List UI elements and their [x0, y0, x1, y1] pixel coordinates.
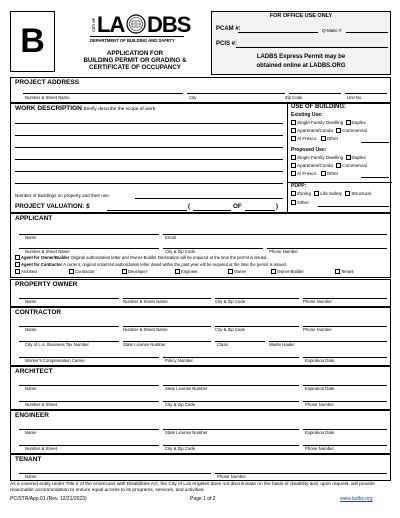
- agent-contractor-text: A current, original notarized authorization letter dated within the past year will be required at the time the permit is issued.: [63, 262, 288, 267]
- role-developer-checkbox[interactable]: [122, 269, 127, 274]
- proposed-apartment-label: Apartment/Condo: [297, 163, 334, 169]
- address-street-field[interactable]: [23, 93, 183, 94]
- buildings-label: Number of Buildings on property and their use:: [15, 193, 110, 198]
- proposed-alfresco-checkbox[interactable]: [291, 171, 296, 176]
- pdpp-structural-checkbox[interactable]: [345, 191, 350, 196]
- qmatic-field[interactable]: [346, 32, 388, 33]
- contractor-class-label: Class: [217, 342, 228, 347]
- express-line-1: LADBS Express Permit may be: [256, 54, 346, 60]
- proposed-duplex-checkbox[interactable]: [346, 155, 351, 160]
- applicant-city-label: City & Zip Code: [165, 249, 196, 254]
- existing-single-label: Single Family Dwelling: [297, 120, 344, 126]
- pcam-field[interactable]: [238, 32, 318, 33]
- engineer-name-label: Name: [25, 430, 37, 435]
- buildings-field[interactable]: [135, 198, 283, 199]
- office-use-heading: FOR OFFICE USE ONLY: [269, 13, 333, 19]
- role-tenant-label: Tenant: [341, 269, 354, 274]
- project-address-section: [10, 77, 391, 103]
- tenant-name-label: Name: [25, 474, 37, 479]
- agent-owner-checkbox[interactable]: [15, 255, 20, 260]
- address-unit-label: Unit No: [347, 95, 362, 100]
- valuation-total-field[interactable]: [245, 210, 275, 211]
- existing-row-2: [291, 128, 367, 134]
- engineer-section: [10, 410, 391, 454]
- contractor-comp-label: Worker's Compensation Carrier: [25, 358, 85, 363]
- agent-contractor-checkbox[interactable]: [15, 262, 20, 267]
- proposed-commercial-checkbox[interactable]: [336, 163, 341, 168]
- applicant-section: [10, 213, 391, 278]
- role-owner-builder-checkbox[interactable]: [271, 269, 276, 274]
- project-address-heading: PROJECT ADDRESS: [15, 79, 80, 86]
- valuation-of: OF: [233, 203, 242, 210]
- proposed-other-field[interactable]: [361, 177, 389, 178]
- applicant-name-label: Name: [25, 235, 37, 240]
- applicant-email-label: Email: [165, 235, 176, 240]
- work-line-1[interactable]: [15, 123, 283, 124]
- pdpp-zoning-checkbox[interactable]: [291, 191, 296, 196]
- pdpp-other-row: [291, 200, 310, 206]
- form-letter-box: [10, 11, 55, 72]
- logo-right: DBS: [147, 12, 191, 37]
- title-line-3: CERTIFICATE OF OCCUPANCY: [89, 64, 181, 71]
- applicant-name-field[interactable]: [19, 234, 159, 235]
- engineer-phone-label: Phone Number: [305, 446, 334, 451]
- existing-other-field[interactable]: [361, 142, 389, 143]
- form-letter: B: [20, 22, 45, 60]
- ada-notice: As a covered entity under Title II of the Americans with Disabilities Act, the City of Los Angeles does not discriminate on the basis of disability and, upon request, will provide reasonable accommodation to ensure equal access to its programs, services, and activities.: [10, 482, 375, 493]
- pdpp-zoning-label: Zoning: [297, 191, 312, 197]
- role-architect-label: Architect: [21, 269, 38, 274]
- existing-alfresco-checkbox[interactable]: [291, 136, 296, 141]
- tenant-phone-label: Phone Number: [217, 474, 246, 479]
- contractor-street-label: Number & Street Name: [123, 327, 168, 332]
- existing-other-label: Other: [326, 136, 339, 142]
- proposed-other-label: Other: [326, 171, 339, 177]
- engineer-name-field[interactable]: [19, 429, 159, 430]
- existing-apartment-label: Apartment/Condo: [297, 128, 334, 134]
- form-number: PC/STR/App.01 (Rev. 12/21/2023): [10, 496, 87, 502]
- valuation-paren-open: (: [188, 203, 191, 210]
- proposed-apartment-checkbox[interactable]: [291, 163, 296, 168]
- existing-row-1: [291, 120, 366, 126]
- address-zip-label: Zip Code: [285, 95, 303, 100]
- dept-name: DEPARTMENT OF BUILDING AND SAFETY: [90, 38, 175, 43]
- address-city-label: City: [189, 95, 197, 100]
- office-use-box: [211, 11, 391, 75]
- architect-phone-label: Phone Number: [305, 402, 334, 407]
- role-architect-checkbox[interactable]: [15, 269, 20, 274]
- proposed-alfresco-label: Al Fresco: [297, 171, 317, 177]
- tenant-heading: TENANT: [15, 456, 42, 463]
- role-developer-label: Developer: [128, 269, 148, 274]
- role-owner-checkbox[interactable]: [228, 269, 233, 274]
- architect-name-label: Name: [25, 386, 37, 391]
- contractor-license-label: State License Number: [123, 342, 166, 347]
- existing-other-checkbox[interactable]: [321, 136, 326, 141]
- role-owner: [228, 269, 271, 275]
- role-contractor: [69, 269, 122, 275]
- existing-alfresco-label: Al Fresco: [297, 136, 317, 142]
- architect-expiration-label: Expiration Date: [305, 386, 335, 391]
- role-owner-builder-label: Owner-Builder: [277, 269, 304, 274]
- role-engineer-label: Engineer: [181, 269, 198, 274]
- address-city-field[interactable]: [187, 93, 285, 94]
- use-heading: USE OF BUILDING:: [291, 104, 346, 111]
- existing-use-label: Existing Use:: [291, 112, 323, 119]
- role-contractor-checkbox[interactable]: [69, 269, 74, 274]
- owner-phone-label: Phone Number: [303, 299, 332, 304]
- contractor-policy-label: Policy Number: [165, 358, 193, 363]
- existing-commercial-label: Commercial: [342, 128, 367, 134]
- title-line-2: BUILDING PERMIT OR GRADING &: [83, 57, 187, 64]
- work-heading-row: [15, 105, 157, 113]
- proposed-single-label: Single Family Dwelling: [297, 155, 344, 161]
- logo-left: LA: [97, 12, 125, 37]
- agent-owner-text: Original authorization letter and Owner-Builder Declaration will be required at the time the permit is issued.: [70, 255, 268, 260]
- architect-city-label: City & Zip Code: [165, 402, 196, 407]
- valuation-page-field[interactable]: [193, 210, 231, 211]
- work-line-2[interactable]: [15, 135, 283, 136]
- agent-contractor-row: [15, 262, 287, 268]
- owner-name-label: Name: [25, 299, 37, 304]
- work-heading: WORK DESCRIPTION: [15, 105, 82, 112]
- engineer-heading: ENGINEER: [15, 412, 49, 419]
- express-line-2: obtained online at LADBS.ORG: [256, 63, 346, 69]
- existing-duplex-checkbox[interactable]: [346, 120, 351, 125]
- role-tenant: [335, 269, 354, 275]
- existing-single-checkbox[interactable]: [291, 120, 296, 125]
- pdpp-other-field[interactable]: [318, 206, 389, 207]
- work-line-5[interactable]: [15, 171, 283, 172]
- pdpp-other-label: Other:: [297, 200, 310, 206]
- contractor-hauler-label: Waste Hauler: [269, 342, 295, 347]
- pdpp-life-label: Life Safety: [320, 191, 343, 197]
- agent-owner-bold: Agent for Owner/Builder: [21, 255, 70, 260]
- architect-street-label: Number & Street: [25, 402, 58, 407]
- property-owner-section: [10, 279, 391, 307]
- address-unit-field[interactable]: [345, 93, 387, 94]
- application-title: [76, 50, 194, 71]
- ladbs-logo: [88, 12, 191, 46]
- work-line-3[interactable]: [15, 147, 283, 148]
- engineer-city-label: City & Zip Code: [165, 446, 196, 451]
- pdpp-other-checkbox[interactable]: [291, 200, 296, 205]
- proposed-commercial-label: Commercial: [342, 163, 367, 169]
- existing-row-3: [291, 136, 338, 142]
- existing-commercial-checkbox[interactable]: [336, 128, 341, 133]
- work-description-section: [10, 103, 391, 213]
- proposed-row-3: [291, 171, 338, 177]
- owner-city-label: City & Zip Code: [215, 299, 246, 304]
- proposed-other-checkbox[interactable]: [321, 171, 326, 176]
- pcis-label: PCIS #:: [216, 41, 238, 47]
- pdpp-structural-label: Structural: [351, 191, 371, 197]
- role-contractor-label: Contractor: [75, 269, 95, 274]
- valuation-label: PROJECT VALUATION: $: [15, 203, 90, 210]
- proposed-single-checkbox[interactable]: [291, 155, 296, 160]
- contractor-name-label: Name: [25, 327, 37, 332]
- architect-heading: ARCHITECT: [15, 368, 53, 375]
- title-line-1: APPLICATION FOR: [106, 50, 164, 57]
- architect-license-label: State License Number: [165, 386, 208, 391]
- owner-heading: PROPERTY OWNER: [15, 281, 78, 288]
- engineer-street-label: Number & Street: [25, 446, 58, 451]
- city-seal-icon: [126, 14, 146, 34]
- pdpp-life-checkbox[interactable]: [314, 191, 319, 196]
- address-zip-field[interactable]: [289, 93, 341, 94]
- architect-name-field[interactable]: [19, 385, 159, 386]
- proposed-duplex-label: Duplex: [351, 155, 366, 161]
- engineer-license-label: State License Number: [165, 430, 208, 435]
- role-owner-builder: [271, 269, 335, 275]
- role-architect: [15, 269, 69, 275]
- pcam-label: PCAM #:: [216, 26, 241, 32]
- role-engineer: [175, 269, 228, 275]
- agent-contractor-bold: Agent for Contractor: [21, 262, 63, 267]
- existing-apartment-checkbox[interactable]: [291, 128, 296, 133]
- tenant-name-field[interactable]: [19, 473, 211, 474]
- use-of-building-panel: [287, 103, 392, 213]
- qmatic-label: Q-Matic #: [322, 28, 342, 33]
- proposed-row-1: [291, 155, 366, 161]
- role-engineer-checkbox[interactable]: [175, 269, 180, 274]
- contractor-heading: CONTRACTOR: [15, 309, 62, 316]
- logo-rule: [90, 36, 184, 37]
- contractor-phone-label: Phone Number: [303, 327, 332, 332]
- logo-small-text: CITY OF: [92, 18, 96, 32]
- valuation-paren-close: ): [276, 203, 279, 210]
- applicant-email-field[interactable]: [163, 234, 387, 235]
- architect-section: [10, 366, 391, 410]
- existing-duplex-label: Duplex: [351, 120, 366, 126]
- pdpp-row: [291, 191, 371, 197]
- work-line-6[interactable]: [15, 183, 283, 184]
- applicant-heading: APPLICANT: [15, 215, 53, 222]
- agent-owner-row: [15, 255, 268, 261]
- pcis-field[interactable]: [236, 47, 388, 48]
- contractor-section: [10, 307, 391, 366]
- proposed-use-label: Proposed Use:: [291, 147, 327, 154]
- website-link[interactable]: www.ladbs.org: [340, 496, 373, 502]
- pdpp-label: PDPP:: [291, 183, 307, 190]
- contractor-tax-label: City of L.A. Business Tax Number: [25, 342, 89, 347]
- applicant-street-label: Number & Street Name: [25, 249, 70, 254]
- applicant-phone-label: Phone Number: [269, 249, 298, 254]
- tenant-section: [10, 454, 391, 481]
- proposed-row-2: [291, 163, 367, 169]
- work-line-4[interactable]: [15, 159, 283, 160]
- work-hint: Briefly describe the scope of work:: [83, 107, 157, 112]
- role-row: [15, 269, 354, 275]
- contractor-city-label: City & Zip Code: [215, 327, 246, 332]
- engineer-expiration-label: Expiration Date: [305, 430, 335, 435]
- contractor-expiration-label: Expiration Date: [305, 358, 335, 363]
- role-developer: [122, 269, 175, 275]
- role-tenant-checkbox[interactable]: [335, 269, 340, 274]
- owner-street-label: Number & Street Name: [123, 299, 168, 304]
- valuation-field[interactable]: [107, 210, 187, 211]
- address-street-label: Number & Street Name: [25, 95, 70, 100]
- role-owner-label: Owner: [234, 269, 247, 274]
- page-number: Page 1 of 2: [190, 496, 216, 502]
